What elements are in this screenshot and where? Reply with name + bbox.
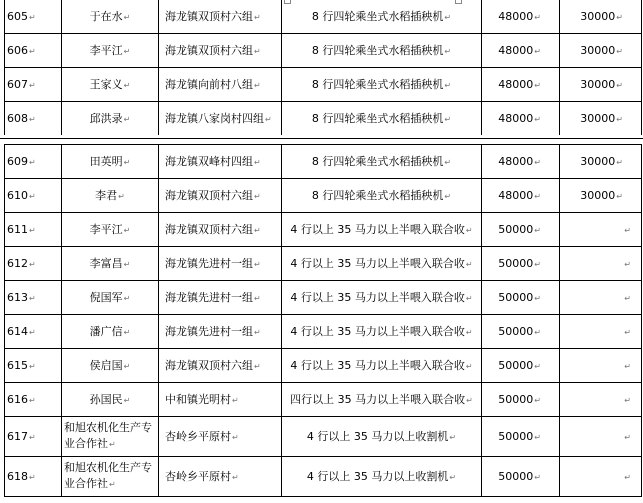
paragraph-mark-icon: ↵ <box>254 293 261 303</box>
subsidy-cell <box>560 349 642 383</box>
machine-text: 4 行以上 35 马力以上半喂入联合收 <box>290 222 465 236</box>
price-text: 48000 <box>498 188 534 202</box>
location-cell <box>159 179 282 213</box>
paragraph-mark-icon: ↵ <box>616 80 623 90</box>
machine-cell <box>282 68 482 102</box>
subsidy-text: 30000 <box>580 77 616 91</box>
machine-cell <box>282 34 482 68</box>
paragraph-mark-icon: ↵ <box>232 432 239 442</box>
paragraph-mark-icon: ↵ <box>109 480 116 489</box>
row-number: 614 <box>7 324 28 338</box>
paragraph-mark-icon: ↵ <box>534 157 541 167</box>
machine-text: 8 行四轮乘坐式水稻插秧机 <box>311 111 444 125</box>
applicant-name: 李平江 <box>89 222 123 236</box>
location-cell <box>159 281 282 315</box>
applicant-cell <box>62 417 159 457</box>
paragraph-mark-icon: ↵ <box>534 12 541 22</box>
price-cell <box>482 349 560 383</box>
price-text: 50000 <box>498 222 534 236</box>
price-cell <box>482 102 560 136</box>
price-cell <box>482 417 560 457</box>
applicant-name: 于在水 <box>89 9 123 23</box>
table-row <box>5 213 642 247</box>
paragraph-mark-icon: ↵ <box>466 395 473 405</box>
applicant-name: 侯启国 <box>89 358 123 372</box>
paragraph-mark-icon: ↵ <box>254 327 261 337</box>
row-number-cell <box>5 383 62 417</box>
paragraph-mark-icon: ↵ <box>616 157 623 167</box>
location-text: 海龙镇向前村八组 <box>165 77 253 91</box>
machine-cell <box>282 247 482 281</box>
applicant-cell <box>62 383 159 417</box>
paragraph-mark-icon: ↵ <box>534 259 541 269</box>
location-text: 海龙镇双顶村六组 <box>165 222 253 236</box>
row-number: 611 <box>7 222 28 236</box>
row-number: 609 <box>7 154 28 168</box>
applicant-name: 倪国军 <box>89 290 123 304</box>
paragraph-mark-icon: ↵ <box>624 293 631 303</box>
row-number-cell <box>5 281 62 315</box>
machine-text: 8 行四轮乘坐式水稻插秧机 <box>311 43 444 57</box>
paragraph-mark-icon: ↵ <box>29 361 36 371</box>
subsidy-cell <box>560 102 642 136</box>
machine-cell <box>282 213 482 247</box>
paragraph-mark-icon: ↵ <box>534 395 541 405</box>
price-text: 50000 <box>498 429 534 443</box>
paragraph-mark-icon: ↵ <box>123 46 131 56</box>
row-number: 605 <box>7 9 28 23</box>
price-text: 48000 <box>498 111 534 125</box>
price-text: 50000 <box>498 324 534 338</box>
paragraph-mark-icon: ↵ <box>534 293 541 303</box>
applicant-cell <box>62 247 159 281</box>
row-number: 618 <box>7 469 28 483</box>
applicant-cell <box>62 0 159 34</box>
applicant-cell <box>62 213 159 247</box>
paragraph-mark-icon: ↵ <box>624 395 631 405</box>
paragraph-mark-icon: ↵ <box>123 12 131 22</box>
price-cell <box>482 0 560 34</box>
paragraph-mark-icon: ↵ <box>444 114 452 124</box>
table-row <box>5 315 642 349</box>
price-text: 50000 <box>498 392 534 406</box>
table-row <box>5 247 642 281</box>
paragraph-mark-icon: ↵ <box>118 191 125 201</box>
paragraph-mark-icon: ↵ <box>254 225 261 235</box>
price-cell <box>482 34 560 68</box>
applicant-cell <box>62 145 159 179</box>
row-number-cell <box>5 179 62 213</box>
row-number-cell <box>5 417 62 457</box>
subsidy-cell <box>560 213 642 247</box>
paragraph-mark-icon: ↵ <box>624 432 631 442</box>
applicant-name: 田英明 <box>89 154 123 168</box>
table-row <box>5 68 642 102</box>
paragraph-mark-icon: ↵ <box>534 225 541 235</box>
paragraph-mark-icon: ↵ <box>123 293 131 303</box>
location-text: 海龙镇双顶村六组 <box>165 43 253 57</box>
row-number-cell <box>5 315 62 349</box>
paragraph-mark-icon: ↵ <box>254 361 261 371</box>
paragraph-mark-icon: ↵ <box>465 361 473 371</box>
paragraph-mark-icon: ↵ <box>29 191 36 201</box>
machine-cell <box>282 457 482 497</box>
subsidy-text: 30000 <box>580 188 616 202</box>
table-row <box>5 417 642 457</box>
paragraph-mark-icon: ↵ <box>624 361 631 371</box>
paragraph-mark-icon: ↵ <box>29 157 36 167</box>
location-cell <box>159 34 282 68</box>
location-cell <box>159 102 282 136</box>
subsidy-cell <box>560 179 642 213</box>
paragraph-mark-icon: ↵ <box>109 440 116 449</box>
paragraph-mark-icon: ↵ <box>29 432 36 442</box>
row-number-cell <box>5 145 62 179</box>
table-row <box>5 102 642 136</box>
location-text: 中和镇光明村 <box>165 392 231 406</box>
paragraph-mark-icon: ↵ <box>444 12 452 22</box>
row-number: 606 <box>7 43 28 57</box>
paragraph-mark-icon: ↵ <box>29 259 36 269</box>
paragraph-mark-icon: ↵ <box>29 472 36 482</box>
applicant-cell <box>62 179 159 213</box>
subsidy-cell <box>560 0 642 34</box>
table-row <box>5 145 642 179</box>
price-cell <box>482 68 560 102</box>
machine-cell <box>282 349 482 383</box>
paragraph-mark-icon: ↵ <box>449 432 457 442</box>
applicant-cell <box>62 457 159 497</box>
machine-text: 4 行以上 35 马力以上半喂入联合收 <box>290 324 465 338</box>
price-text: 50000 <box>498 358 534 372</box>
paragraph-mark-icon: ↵ <box>29 395 36 405</box>
subsidy-text: 30000 <box>580 154 616 168</box>
paragraph-mark-icon: ↵ <box>616 114 623 124</box>
location-text: 海龙镇先进村一组 <box>165 290 253 304</box>
location-cell <box>159 213 282 247</box>
price-cell <box>482 213 560 247</box>
price-cell <box>482 383 560 417</box>
table-row <box>5 457 642 497</box>
location-text: 杏岭乡平原村 <box>165 469 231 483</box>
subsidy-text: 30000 <box>580 111 616 125</box>
paragraph-mark-icon: ↵ <box>254 12 261 22</box>
location-cell <box>159 417 282 457</box>
location-text: 海龙镇双顶村六组 <box>165 9 253 23</box>
paragraph-mark-icon: ↵ <box>534 472 541 482</box>
machine-cell <box>282 281 482 315</box>
paragraph-mark-icon: ↵ <box>232 395 239 405</box>
machine-text: 8 行四轮乘坐式水稻插秧机 <box>311 188 444 202</box>
subsidy-cell <box>560 34 642 68</box>
machine-text: 4 行以上 35 马力以上半喂入联合收 <box>290 256 465 270</box>
paragraph-mark-icon: ↵ <box>624 327 631 337</box>
paragraph-mark-icon: ↵ <box>123 114 131 124</box>
subsidy-cell <box>560 247 642 281</box>
page-break <box>0 135 643 144</box>
subsidy-cell <box>560 315 642 349</box>
row-number-cell <box>5 68 62 102</box>
location-text: 海龙镇先进村一组 <box>165 324 253 338</box>
applicant-cell <box>62 34 159 68</box>
applicant-cell <box>62 315 159 349</box>
machine-cell <box>282 417 482 457</box>
price-text: 50000 <box>498 290 534 304</box>
paragraph-mark-icon: ↵ <box>444 80 452 90</box>
location-text: 海龙镇八家岗村四组 <box>165 111 264 125</box>
table-row <box>5 0 642 34</box>
paragraph-mark-icon: ↵ <box>465 327 473 337</box>
table-row <box>5 281 642 315</box>
applicant-name: 李平江 <box>89 43 123 57</box>
location-text: 海龙镇双顶村六组 <box>165 358 253 372</box>
paragraph-mark-icon: ↵ <box>123 80 131 90</box>
paragraph-mark-icon: ↵ <box>465 293 473 303</box>
location-cell <box>159 457 282 497</box>
price-cell <box>482 281 560 315</box>
price-text: 48000 <box>498 43 534 57</box>
row-number: 617 <box>7 429 28 443</box>
paragraph-mark-icon: ↵ <box>123 327 131 337</box>
machine-text: 8 行四轮乘坐式水稻插秧机 <box>311 154 444 168</box>
paragraph-mark-icon: ↵ <box>465 259 473 269</box>
row-number: 616 <box>7 392 28 406</box>
subsidy-cell <box>560 383 642 417</box>
paragraph-mark-icon: ↵ <box>444 191 452 201</box>
price-cell <box>482 145 560 179</box>
price-cell <box>482 457 560 497</box>
paragraph-mark-icon: ↵ <box>29 12 36 22</box>
paragraph-mark-icon: ↵ <box>534 432 541 442</box>
applicant-name: 孙国民 <box>89 392 123 406</box>
paragraph-mark-icon: ↵ <box>254 191 261 201</box>
row-number-cell <box>5 213 62 247</box>
price-text: 48000 <box>498 9 534 23</box>
paragraph-mark-icon: ↵ <box>123 225 131 235</box>
applicant-cell <box>62 102 159 136</box>
price-text: 50000 <box>498 256 534 270</box>
subsidy-cell <box>560 281 642 315</box>
paragraph-mark-icon: ↵ <box>624 225 631 235</box>
machine-cell <box>282 102 482 136</box>
applicant-name: 和旭农机化生产专业合作社 <box>64 461 152 490</box>
location-cell <box>159 315 282 349</box>
paragraph-mark-icon: ↵ <box>232 472 239 482</box>
paragraph-mark-icon: ↵ <box>534 191 541 201</box>
paragraph-mark-icon: ↵ <box>449 472 457 482</box>
row-number-cell <box>5 247 62 281</box>
location-cell <box>159 0 282 34</box>
paragraph-mark-icon: ↵ <box>534 114 541 124</box>
price-text: 48000 <box>498 154 534 168</box>
paragraph-mark-icon: ↵ <box>465 225 473 235</box>
paragraph-mark-icon: ↵ <box>534 80 541 90</box>
paragraph-mark-icon: ↵ <box>29 327 36 337</box>
machine-text: 4 行以上 35 马力以上收割机 <box>306 429 449 443</box>
table-row <box>5 383 642 417</box>
paragraph-mark-icon: ↵ <box>444 157 452 167</box>
row-number: 608 <box>7 111 28 125</box>
applicant-name: 邱洪录 <box>89 111 123 125</box>
paragraph-mark-icon: ↵ <box>123 361 131 371</box>
paragraph-mark-icon: ↵ <box>29 46 36 56</box>
machine-text: 8 行四轮乘坐式水稻插秧机 <box>311 77 444 91</box>
applicant-name: 和旭农机化生产专业合作社 <box>64 421 152 450</box>
paragraph-mark-icon: ↵ <box>123 259 131 269</box>
machine-text: 4 行以上 35 马力以上半喂入联合收 <box>290 290 465 304</box>
applicant-cell <box>62 281 159 315</box>
subsidy-table-bottom <box>4 144 642 497</box>
machine-cell <box>282 179 482 213</box>
location-cell <box>159 247 282 281</box>
paragraph-mark-icon: ↵ <box>29 293 36 303</box>
machine-text: 4 行以上 35 马力以上半喂入联合收 <box>290 358 465 372</box>
row-number: 610 <box>7 188 28 202</box>
price-text: 50000 <box>498 469 534 483</box>
machine-text: 4 行以上 35 马力以上收割机 <box>306 469 449 483</box>
paragraph-mark-icon: ↵ <box>254 259 261 269</box>
paragraph-mark-icon: ↵ <box>624 472 631 482</box>
location-cell <box>159 145 282 179</box>
location-text: 海龙镇双顶村六组 <box>165 188 253 202</box>
paragraph-mark-icon: ↵ <box>123 157 131 167</box>
table-row <box>5 179 642 213</box>
machine-cell <box>282 145 482 179</box>
page-break-line <box>0 138 643 139</box>
paragraph-mark-icon: ↵ <box>616 12 623 22</box>
paragraph-mark-icon: ↵ <box>29 225 36 235</box>
row-number: 615 <box>7 358 28 372</box>
row-number-cell <box>5 102 62 136</box>
applicant-name: 李君 <box>95 188 118 202</box>
applicant-cell <box>62 349 159 383</box>
row-number-cell <box>5 0 62 34</box>
paragraph-mark-icon: ↵ <box>616 46 623 56</box>
location-cell <box>159 349 282 383</box>
applicant-cell <box>62 68 159 102</box>
row-number-cell <box>5 349 62 383</box>
paragraph-mark-icon: ↵ <box>534 361 541 371</box>
applicant-name: 潘广信 <box>89 324 123 338</box>
machine-text: 四行以上 35 马力以上半喂入联合收 <box>290 392 466 406</box>
paragraph-mark-icon: ↵ <box>254 46 261 56</box>
applicant-name: 王家义 <box>89 77 123 91</box>
row-number-cell <box>5 457 62 497</box>
machine-text: 8 行四轮乘坐式水稻插秧机 <box>311 9 444 23</box>
subsidy-cell <box>560 145 642 179</box>
row-number: 607 <box>7 77 28 91</box>
row-number: 612 <box>7 256 28 270</box>
subsidy-cell <box>560 457 642 497</box>
location-text: 海龙镇先进村一组 <box>165 256 253 270</box>
location-cell <box>159 383 282 417</box>
paragraph-mark-icon: ↵ <box>444 46 452 56</box>
paragraph-mark-icon: ↵ <box>616 191 623 201</box>
machine-cell <box>282 383 482 417</box>
table-row <box>5 34 642 68</box>
subsidy-table-top <box>4 0 642 136</box>
paragraph-mark-icon: ↵ <box>624 259 631 269</box>
machine-cell <box>282 0 482 34</box>
subsidy-cell <box>560 68 642 102</box>
paragraph-mark-icon: ↵ <box>254 157 261 167</box>
paragraph-mark-icon: ↵ <box>534 46 541 56</box>
price-cell <box>482 179 560 213</box>
paragraph-mark-icon: ↵ <box>123 395 131 405</box>
paragraph-mark-icon: ↵ <box>254 80 261 90</box>
paragraph-mark-icon: ↵ <box>265 114 272 124</box>
applicant-name: 李富昌 <box>89 256 123 270</box>
price-cell <box>482 315 560 349</box>
machine-cell <box>282 315 482 349</box>
subsidy-text: 30000 <box>580 43 616 57</box>
row-number-cell <box>5 34 62 68</box>
location-cell <box>159 68 282 102</box>
table-row <box>5 349 642 383</box>
price-cell <box>482 247 560 281</box>
row-number: 613 <box>7 290 28 304</box>
price-text: 48000 <box>498 77 534 91</box>
subsidy-cell <box>560 417 642 457</box>
paragraph-mark-icon: ↵ <box>29 80 36 90</box>
location-text: 海龙镇双峰村四组 <box>165 154 253 168</box>
paragraph-mark-icon: ↵ <box>29 114 36 124</box>
paragraph-mark-icon: ↵ <box>534 327 541 337</box>
subsidy-text: 30000 <box>580 9 616 23</box>
location-text: 杏岭乡平原村 <box>165 429 231 443</box>
